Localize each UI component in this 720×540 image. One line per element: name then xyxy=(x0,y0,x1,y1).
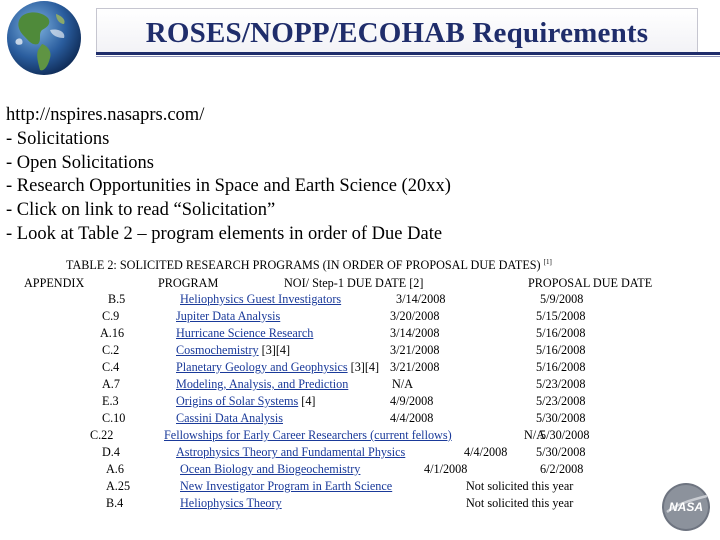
row-noi-date: N/A xyxy=(392,377,413,391)
program-link[interactable]: New Investigator Program in Earth Science xyxy=(180,479,393,493)
row-program xyxy=(180,292,341,307)
row-program xyxy=(180,479,392,494)
title-rule-thin xyxy=(96,56,720,57)
bullet-line: - Look at Table 2 – program elements in order of Due Date xyxy=(6,223,443,244)
row-proposal-date: 5/30/2008 xyxy=(536,445,586,459)
row-program xyxy=(176,394,315,409)
bullet-line: - Solicitations xyxy=(6,128,110,149)
row-appendix: C.9 xyxy=(102,309,120,323)
row-appendix: E.3 xyxy=(102,394,119,408)
program-link[interactable]: Heliophysics Guest Investigators xyxy=(180,292,342,306)
row-proposal-date: 6/2/2008 xyxy=(540,462,584,476)
bullet-line: - Click on link to read “Solicitation” xyxy=(6,200,276,221)
row-program xyxy=(180,496,282,511)
row-program xyxy=(176,309,280,324)
row-program xyxy=(176,343,290,358)
slide-header xyxy=(0,0,720,58)
row-proposal-date: Not solicited this year xyxy=(466,479,574,493)
title-box xyxy=(96,8,698,53)
program-link[interactable]: Hurricane Science Research xyxy=(176,326,314,340)
svg-text:NASA: NASA xyxy=(668,500,704,514)
row-proposal-date: Not solicited this year xyxy=(466,496,574,510)
header-appendix: APPENDIX xyxy=(24,276,85,290)
row-noi-date: 4/1/2008 xyxy=(424,462,468,476)
header-noi: NOI/ Step-1 DUE DATE [2] xyxy=(284,276,424,290)
program-link[interactable]: Fellowships for Early Career Researchers (current fellows) xyxy=(164,428,452,442)
row-program xyxy=(176,377,348,392)
row-appendix: A.6 xyxy=(106,462,124,476)
table-caption xyxy=(66,258,552,273)
program-link[interactable]: Astrophysics Theory and Fundamental Physics xyxy=(176,445,406,459)
program-link[interactable]: Cassini Data Analysis xyxy=(176,411,283,425)
row-appendix: D.4 xyxy=(102,445,120,459)
row-proposal-date: 5/23/2008 xyxy=(536,394,586,408)
row-proposal-date: 5/16/2008 xyxy=(536,326,586,340)
url-line[interactable]: http://nspires.nasaprs.com/ xyxy=(6,105,205,125)
row-proposal-date: 5/30/2008 xyxy=(540,428,590,442)
bullet-line: - Open Solicitations xyxy=(6,152,154,173)
row-appendix: A.7 xyxy=(102,377,120,391)
row-proposal-date: 5/23/2008 xyxy=(536,377,586,391)
slide-title: ROSES/NOPP/ECOHAB Requirements xyxy=(145,17,649,49)
row-program xyxy=(176,326,313,341)
row-appendix: B.4 xyxy=(106,496,124,510)
row-noi-date: 3/14/2008 xyxy=(390,326,440,340)
row-noi-date: 4/9/2008 xyxy=(390,394,434,408)
row-program xyxy=(176,411,283,426)
row-noi-date: 4/4/2008 xyxy=(390,411,434,425)
row-appendix: C.4 xyxy=(102,360,120,374)
row-appendix: C.2 xyxy=(102,343,120,357)
row-noi-date: 3/20/2008 xyxy=(390,309,440,323)
row-proposal-date: 5/16/2008 xyxy=(536,343,586,357)
row-noi-date: 4/4/2008 xyxy=(464,445,508,459)
row-noi-date: 3/21/2008 xyxy=(390,360,440,374)
program-link[interactable]: Heliophysics Theory xyxy=(180,496,282,510)
caption-footnote: [1] xyxy=(543,258,552,266)
program-link[interactable]: Origins of Solar Systems xyxy=(176,394,299,408)
program-link[interactable]: Cosmochemistry xyxy=(176,343,259,357)
program-link[interactable]: Jupiter Data Analysis xyxy=(176,309,281,323)
row-proposal-date: 5/9/2008 xyxy=(540,292,584,306)
bullet-line: - Research Opportunities in Space and Earth Science (20xx) xyxy=(6,176,451,197)
row-program xyxy=(176,360,379,375)
program-link[interactable]: Modeling, Analysis, and Prediction xyxy=(176,377,349,391)
row-noi-date: N/A xyxy=(524,428,545,442)
row-proposal-date: 5/16/2008 xyxy=(536,360,586,374)
row-appendix: C.10 xyxy=(102,411,126,425)
row-program xyxy=(176,445,405,460)
slide-body xyxy=(6,104,451,247)
earth-globe-icon xyxy=(2,0,88,86)
nasa-logo xyxy=(661,482,711,532)
row-appendix: C.22 xyxy=(90,428,114,442)
header-program: PROGRAM xyxy=(158,276,219,290)
row-program xyxy=(180,462,360,477)
program-footnote: [3][4] xyxy=(258,343,291,357)
program-link[interactable]: Planetary Geology and Geophysics xyxy=(176,360,348,374)
program-footnote: [4] xyxy=(298,394,316,408)
row-program xyxy=(164,428,452,443)
row-noi-date: 3/21/2008 xyxy=(390,343,440,357)
row-proposal-date: 5/15/2008 xyxy=(536,309,586,323)
row-noi-date: 3/14/2008 xyxy=(396,292,446,306)
header-proposal: PROPOSAL DUE DATE xyxy=(528,276,653,290)
row-appendix: A.25 xyxy=(106,479,131,493)
row-appendix: B.5 xyxy=(108,292,126,306)
row-appendix: A.16 xyxy=(100,326,125,340)
row-proposal-date: 5/30/2008 xyxy=(536,411,586,425)
table-caption-text: TABLE 2: SOLICITED RESEARCH PROGRAMS (IN ORDER OF PROPOSAL DUE DATES) xyxy=(66,258,541,273)
program-footnote: [3][4] xyxy=(347,360,380,374)
title-rule xyxy=(96,52,720,55)
program-link[interactable]: Ocean Biology and Biogeochemistry xyxy=(180,462,361,476)
